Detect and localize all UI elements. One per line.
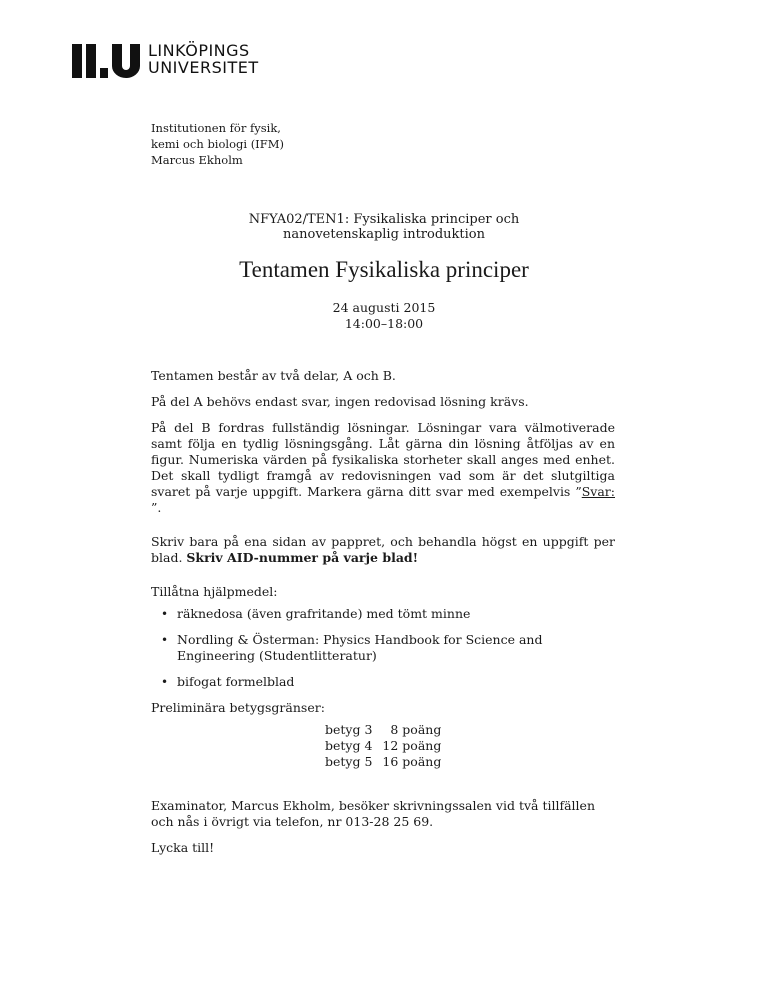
paragraph-part-a: På del A behövs endast svar, ingen redovisad lösning krävs.	[151, 394, 529, 409]
list-item: • bifogat formelblad	[177, 674, 615, 690]
aids-heading: Tillåtna hjälpmedel:	[151, 584, 278, 599]
examiner-note: Examinator, Marcus Ekholm, besöker skrivningssalen vid två tillfällen och nås i övrigt via telefon, nr 013-28 25 69.	[151, 798, 595, 829]
table-row	[325, 722, 447, 738]
grade-label: betyg 3	[325, 722, 373, 737]
department-line-2: kemi och biologi (IFM)	[151, 137, 284, 151]
logo-line-2: UNIVERSITET	[148, 58, 259, 77]
instructions-body	[151, 368, 615, 866]
liu-logo-mark-icon	[72, 44, 142, 78]
answer-marker: Svar:	[581, 484, 615, 499]
list-item: • Nordling & Österman: Physics Handbook for Science and Engineering (Studentlitteratur)	[177, 632, 615, 664]
paragraph-sheet-rules	[151, 534, 615, 566]
paragraph-parts: Tentamen består av två delar, A och B.	[151, 368, 396, 383]
grade-points: 12 poäng	[382, 738, 442, 753]
logo-line-1: LINKÖPINGS	[148, 41, 250, 60]
department-line-1: Institutionen för fysik,	[151, 121, 281, 135]
exam-title: Tentamen Fysikaliska principer	[239, 257, 529, 282]
course-heading	[0, 212, 768, 242]
paragraph-part-b	[151, 420, 615, 516]
grade-points: 16 poäng	[382, 754, 442, 769]
exam-date-block	[0, 300, 768, 332]
grade-points: 8 poäng	[390, 722, 442, 737]
aids-list	[151, 606, 615, 690]
closing-line: Lycka till!	[151, 840, 215, 855]
aid-number-note: Skriv AID-nummer på varje blad!	[186, 550, 419, 565]
grade-label: betyg 5	[325, 754, 373, 769]
part-b-text: På del B fordras fullständig lösningar. Lösningar vara välmotiverade samt följa en tydlig lösningsgång. Låt gärna din lösning åtföljas av en figur. Numeriska värden på fysikaliska storheter skall anges med enhet. Det skall tydligt framgå av redovisningen vad som är det slutgiltiga svaret på varje uppgift. Markera gärna ditt svar med exempelvis ”	[151, 420, 615, 499]
exam-date: 24 augusti 2015	[332, 300, 436, 315]
grades-table	[325, 722, 447, 770]
course-line-2: nanovetenskaplig introduktion	[283, 227, 485, 242]
grades-heading: Preliminära betygsgränser:	[151, 700, 325, 715]
part-b-end: ”.	[151, 500, 162, 515]
grade-label: betyg 4	[325, 738, 373, 753]
table-row	[325, 754, 447, 770]
exam-time: 14:00–18:00	[344, 316, 424, 331]
logo-wordmark	[148, 42, 259, 76]
course-line-1: NFYA02/TEN1: Fysikaliska principer och	[248, 212, 520, 227]
author-name: Marcus Ekholm	[151, 153, 243, 167]
table-row	[325, 738, 447, 754]
sheet-rules-text: Skriv bara på ena sidan av pappret, och behandla högst en uppgift per blad.	[151, 534, 615, 565]
department-block	[151, 120, 284, 168]
list-item: • räknedosa (även grafritande) med tömt minne	[177, 606, 615, 622]
